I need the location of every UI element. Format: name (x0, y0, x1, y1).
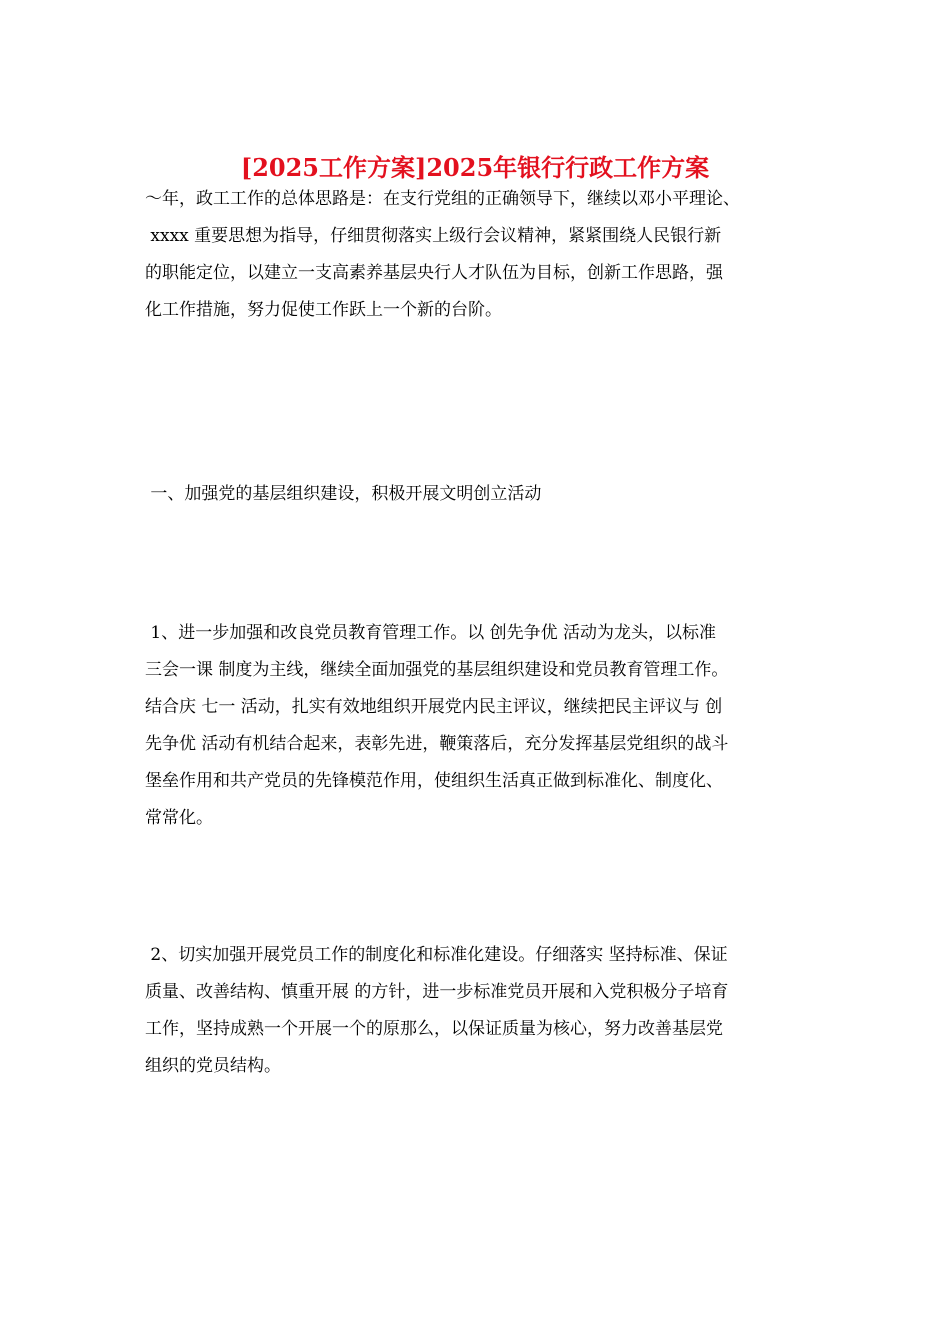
intro-line: ～年，政工工作的总体思路是：在支行党组的正确领导下，继续以邓小平理论、 (145, 189, 740, 209)
intro-line: xxxx 重要思想为指导，仔细贯彻落实上级行会议精神，紧紧围绕人民银行新 (145, 226, 722, 246)
item-1-line: 1、进一步加强和改良党员教育管理工作。以 创先争优 活动为龙头，以标准 (145, 623, 717, 643)
intro-line: 化工作措施，努力促使工作跃上一个新的台阶。 (145, 300, 502, 320)
item-2-line: 工作，坚持成熟一个开展一个的原那么，以保证质量为核心，努力改善基层党 (145, 1019, 723, 1039)
item-2-line: 组织的党员结构。 (145, 1056, 281, 1076)
item-1-paragraph (145, 615, 810, 837)
item-1-line: 常常化。 (145, 808, 213, 828)
section-heading (145, 476, 810, 513)
section-heading-text: 一、加强党的基层组织建设，积极开展文明创立活动 (145, 484, 542, 504)
item-2-paragraph (145, 937, 810, 1085)
item-2-line: 质量、改善结构、慎重开展 的方针，进一步标准党员开展和入党积极分子培育 (145, 982, 729, 1002)
item-1-line: 结合庆 七一 活动，扎实有效地组织开展党内民主评议，继续把民主评议与 创 (145, 697, 723, 717)
item-1-line: 堡垒作用和共产党员的先锋模范作用，使组织生活真正做到标准化、制度化、 (145, 771, 723, 791)
intro-line: 的职能定位，以建立一支高素养基层央行人才队伍为目标，创新工作思路，强 (145, 263, 723, 283)
document-title: [2025工作方案]2025年银行行政工作方案 (240, 153, 710, 182)
item-1-line: 先争优 活动有机结合起来，表彰先进，鞭策落后，充分发挥基层党组织的战斗 (145, 734, 729, 754)
intro-paragraph (145, 181, 810, 329)
item-1-line: 三会一课 制度为主线，继续全面加强党的基层组织建设和党员教育管理工作。 (145, 660, 729, 680)
item-2-line: 2、切实加强开展党员工作的制度化和标准化建设。仔细落实 坚持标准、保证 (145, 945, 728, 965)
